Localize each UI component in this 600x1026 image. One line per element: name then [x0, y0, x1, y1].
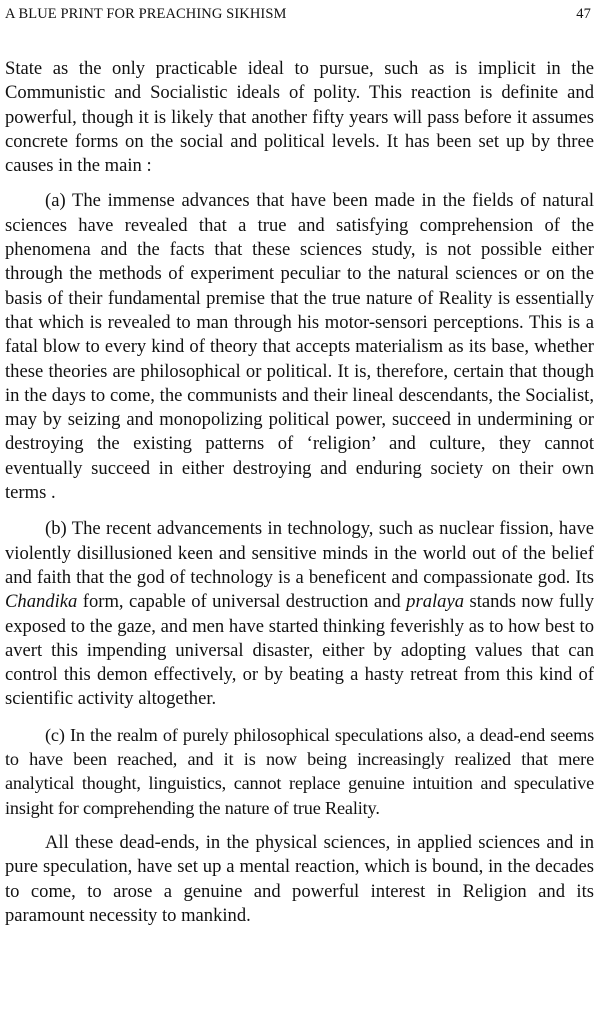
page-number: 47: [576, 6, 591, 22]
paragraph-point-a: (a) The immense advances that have been made in the fields of natural sciences have revealed that a true and satisfying comprehension of the phenomena and the facts that these sciences study, is not possible either through the methods of experiment peculiar to the natural sciences or on the basis of their fundamental premise that the true nature of Reality is essentially that which is revealed to man through his motor-sensori perceptions. This is a fatal blow to every kind of theory that accepts materialism as its base, whether these theories are philosophical or political. It is, therefore, certain that though in the days to come, the communists and their lineal descendants, the Socialist, may by seizing and monopolizing political power, succeed in undermining or destroying the existing patterns of ‘religion’ and culture, they cannot eventually succeed in either destroying and enduring society on their own terms .: [5, 190, 594, 504]
point-b-italic-pralaya: pralaya: [406, 591, 465, 613]
running-header-title: A BLUE PRINT FOR PREACHING SIKHISM: [5, 6, 287, 22]
point-b-text-3: stands now fully exposed to the gaze, and men have started thinking feverishly as to how best to avert this impending universal disaster, either by adopting values that can control this demon effectively, or by beating a hasty retreat from this kind of scientific activity altogether.: [5, 591, 594, 710]
paragraph-intro: State as the only practicable ideal to pursue, such as is implicit in the Communistic and Socialistic ideals of polity. This reaction is definite and powerful, though it is likely that another fifty years will pass before it assumes concrete forms on the social and political levels. It has been set up by three causes in the main :: [5, 58, 594, 177]
point-b-text-2: form, capable of universal destruction and: [77, 591, 407, 613]
paragraph-point-b: [5, 517, 594, 711]
point-b-text-1: (b) The recent advancements in technology, such as nuclear fission, have violently disillusioned keen and sensitive minds in the world out of the belief and faith that the god of technology is a beneficent and compassionate god. Its: [5, 518, 594, 588]
paragraph-conclusion: All these dead-ends, in the physical sciences, in applied sciences and in pure speculation, have set up a mental reaction, which is bound, in the decades to come, to arose a genuine and powerful interest in Religion and its paramount necessity to mankind.: [5, 831, 594, 926]
paragraph-point-c: (c) In the realm of purely philosophical speculations also, a dead-end seems to have been reached, and it is now being increasingly realized that mere analytical thought, linguistics, cannot replace genuine intuition and speculative insight for comprehending the nature of true Reality.: [5, 724, 594, 818]
running-header: [5, 6, 595, 26]
point-b-italic-chandika: Chandika: [5, 591, 78, 613]
body-text: [5, 57, 594, 928]
